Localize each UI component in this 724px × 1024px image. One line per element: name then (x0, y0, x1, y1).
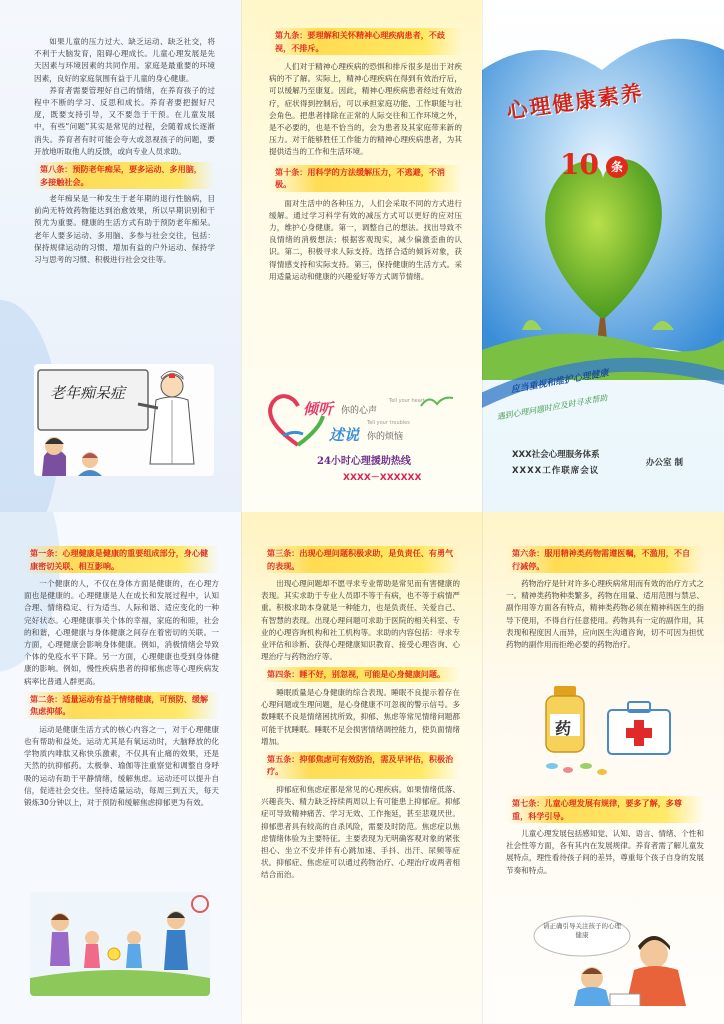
panel-top-left (0, 0, 241, 512)
family-play-illustration (30, 892, 210, 996)
tm-paragraph-2: 面对生活中的各种压力，人们会采取不同的方式进行缓解。通过学习科学有效的减压方式可以更好的应对压力，维护心身健康。第一，调整自己的想法。找出导致不良情绪的消极想法；根据客观现实，减少偏激歪曲的认识。第二，积极寻求人际支持。选择合适的倾诉对象，获得情感支持和实际支持。第三，保持健康的生活方式。采用适量运动和健康的兴趣爱好等方式调节情绪。 (269, 198, 462, 281)
bl-paragraph-1: 一个健康的人，不仅在身体方面是健康的，在心理方面也是健康的。心理健康是人在成长和发展过程中，认知合理、情绪稳定、行为适当、人际和谐、适应变化的一种完好状态。心理健康事关个体的幸福，家庭的和睦，社会的和谐，心理健康与身体健康之间存在着密切的关联。一方面，心理健康会影响身体健康。例如，消极情绪会导致个体的免疫水平下降。另一方面，心理健康也受到身体健康的影响。例如，慢性疾病患者的抑郁焦虑等心理疾病发病率比普通人群更高。 (24, 579, 219, 686)
panel-bottom-middle (241, 512, 482, 1024)
heading-rule-6: 第六条：服用精神类药物需遵医嘱，不滥用，不自行减停。 (506, 546, 704, 573)
heading-rule-10: 第十条：用科学的方法缓解压力，不逃避，不消极。 (269, 165, 462, 192)
hotline-number: XXXX－XXXXXX (343, 473, 422, 483)
tm-content (269, 28, 462, 283)
say-small-text: 你的烦恼 (367, 432, 404, 442)
hotline-logo (259, 390, 464, 490)
heading-rule-3: 第三条：出现心理问题积极求助，是负责任、有勇气的表现。 (261, 546, 460, 573)
cover-slogan-1: 应当重视和维护心理健康 (510, 368, 610, 396)
bottle-label: 药 (555, 719, 572, 738)
bm-paragraph-2: 睡眠质量是心身健康的综合表现。睡眠不良提示着存在心理问题或生理问题，是心身健康不可忽视的警示信号。多数睡眠不良是情绪困扰所致，抑郁、焦虑等常见情绪问题都可能干扰睡眠。睡眠不足会损害情绪调控能力，使负面情绪增加。 (261, 687, 460, 746)
cover-slogan-2: 遇到心理问题时应及时寻求帮助 (496, 393, 608, 422)
listen-small-text: 你的心声 (341, 406, 378, 416)
listen-big-text: 倾听 (303, 400, 334, 418)
say-big-text: 述说 (329, 426, 360, 444)
hotline-label: 24小时心理援助热线 (317, 456, 411, 467)
br-content-2 (506, 796, 704, 877)
br-paragraph-1: 药物治疗是针对许多心理疾病常用而有效的治疗方式之一。精神类药物种类繁多，药物在用量、适用范围与禁忌、副作用等方面各有特点，精神类药物必须在精神科医生的指导下使用，不得自行任意使用。药物具有一定的副作用，其表现和程度因人而异，应向医生沟通咨询，切不可因为担忧药物的副作用而拒绝必要的药物治疗。 (506, 579, 704, 650)
bl-content (24, 546, 219, 809)
board-caption: 老年痴呆症 (50, 384, 126, 402)
heading-rule-5: 第五条：抑郁焦虑可有效防治，需及早评估，积极治疗。 (261, 752, 460, 779)
panel-top-middle (241, 0, 482, 512)
tm-paragraph-1: 人们对于精神心理疾病的恐惧和排斥很多是出于对疾病的不了解。实际上，精神心理疾病在得到有效治疗后，可以缓解乃至康复。因此，精神心理疾病患者经过有效治疗，症状得到控制后，可以承担家庭功能、工作职能与社会角色。把患者排除在正常的人际交往和工作环境之外，是不必要的，也是不恰当的，会为患者及其家庭带来新的压力。对于能够胜任工作能力的精神心理疾病患者，为其提供适当的工作和生活环境。 (269, 62, 462, 157)
tl-paragraph-2: 养育者需要管理好自己的情绪，在养育孩子的过程中不断的学习、反思和成长。养育者要把握好尺度，既要支持引导，又不要急于干预。在儿童发展中，有些“问题”其实是常见的过程，会随着成长逐渐消失。养育者有时可能会夸大或忽视孩子的问题，要开放地听取他人的反馈，或向专业人员求助。 (34, 85, 215, 156)
cover-org-1: XXX社会心理服务体系 (512, 450, 600, 460)
heading-rule-1: 第一条：心理健康是健康的重要组成部分，身心健康密切关联、相互影响。 (24, 546, 219, 573)
tl-paragraph-3: 老年痴呆是一种发生于老年期的退行性脑病，目前尚无特效药物能达到治愈效果，所以早期识别和干预尤为重要。健康的生活方式有助于预防老年痴呆。老年人要多运动、多用脑、多参与社会交往，包括：保持规律运动的习惯、增加有益的户外运动、保持学习与思考的习惯、积极进行社会交往等。 (34, 194, 215, 265)
tl-paragraph-1: 如果儿童的压力过大、缺乏运动、缺乏社交，将不利于大脑发育，阻碍心理成长。儿童心理发展是先天因素与环境因素的共同作用。家庭是最重要的环境因素，良好的家庭氛围有益于儿童的身心健康。 (34, 37, 215, 83)
heading-rule-4: 第四条：睡不好，别忽视，可能是心身健康问题。 (261, 667, 460, 682)
heading-rule-9: 第九条：要理解和关怀精神心理疾病患者，不歧视，不排斥。 (269, 28, 462, 55)
panel-bottom-left (0, 512, 241, 1024)
heading-rule-2: 第二条：适量运动有益于情绪健康，可预防、缓解焦虑抑郁。 (24, 692, 219, 719)
panel-cover (482, 0, 724, 512)
heading-rule-8: 第八条：预防老年痴呆，要多运动、多用脑，多接触社会。 (34, 162, 215, 189)
family-illustration-svg (30, 892, 210, 996)
speech-bubble: 请正确引导关注孩子的心理健康 (543, 922, 621, 939)
fold-line (482, 0, 483, 1024)
bm-paragraph-3: 抑郁症和焦虑症都是常见的心理疾病。如果情绪低落、兴趣丧失、精力缺乏持续两周以上有可能患上抑郁症。抑郁症可导致精神痛苦、学习无效、工作拖延，甚至悲观厌世。抑郁患者具有较高的自杀风险，需要及时防范。焦虑症以焦虑情绪体验为主要特征。主要表现为无明确客观对象的紧张担心、坐立不安并伴有心跳加速、手抖、出汗、尿频等症状。抑郁症、焦虑症可以通过药物治疗、心理治疗或两者相结合而治。 (261, 784, 460, 880)
heading-rule-7: 第七条：儿童心理发展有规律，要多了解，多尊重，科学引导。 (506, 796, 704, 823)
say-en-text: Tell your troubles (367, 420, 410, 426)
fold-line (241, 0, 242, 1024)
cover-badge-unit: 条 (606, 156, 628, 178)
bm-paragraph-1: 出现心理问题却不愿寻求专业帮助是常见而有害健康的表现。其实求助于专业人员即不等于有病，也不等于病情严重。积极求助本身就是一种能力，也是负责任、关爱自己、有智慧的表现。出现心理问题可求助于医院的相关科室、专业的心理咨询机构和社工机构等。求助的内容包括：寻求专业评估和诊断、获得心理健康知识教育、接受心理咨询、心理治疗与药物治疗等。 (261, 579, 460, 662)
br-paragraph-2: 儿童心理发展包括感知觉、认知、语言、情绪、个性和社会性等方面，各有其内在发展规律。养育者需了解儿童发展特点，理性看待孩子间的差异，尊重每个孩子自身的发展节奏和特点。 (506, 829, 704, 875)
bl-paragraph-2: 运动是健康生活方式的核心内容之一，对于心理健康也有帮助和益处。运动尤其是有氧运动时，大脑释放的化学物质内啡肽又称快乐激素，不仅具有止痛的效果，还是天然的抗抑郁药。太极拳、瑜伽等注重察觉和调整自身呼吸的运动有助于平静情绪，缓解焦虑。运动还可以提升自信，促进社会交往。坚持适量运动，每周三到五天，每天锻炼30分钟以上，对于预防和缓解焦虑抑郁更为有效。 (24, 724, 219, 808)
tl-content (34, 36, 215, 266)
br-content (506, 546, 704, 651)
cover-office: 办公室 制 (646, 458, 683, 468)
doctor-illustration-svg (34, 364, 214, 476)
panel-bottom-right (482, 512, 724, 1024)
listen-en-text: Tell your heart (389, 398, 425, 404)
doctor-board-illustration (34, 364, 214, 476)
bm-content (261, 546, 460, 882)
birds-icon (419, 392, 459, 412)
cover-badge-number: 10 (560, 148, 599, 181)
medicine-illustration (532, 680, 682, 780)
parent-child-illustration (522, 910, 702, 1006)
cover-title: 心理健康素养 (505, 79, 646, 124)
cover-org-2: XXXX工作联席会议 (512, 466, 600, 476)
